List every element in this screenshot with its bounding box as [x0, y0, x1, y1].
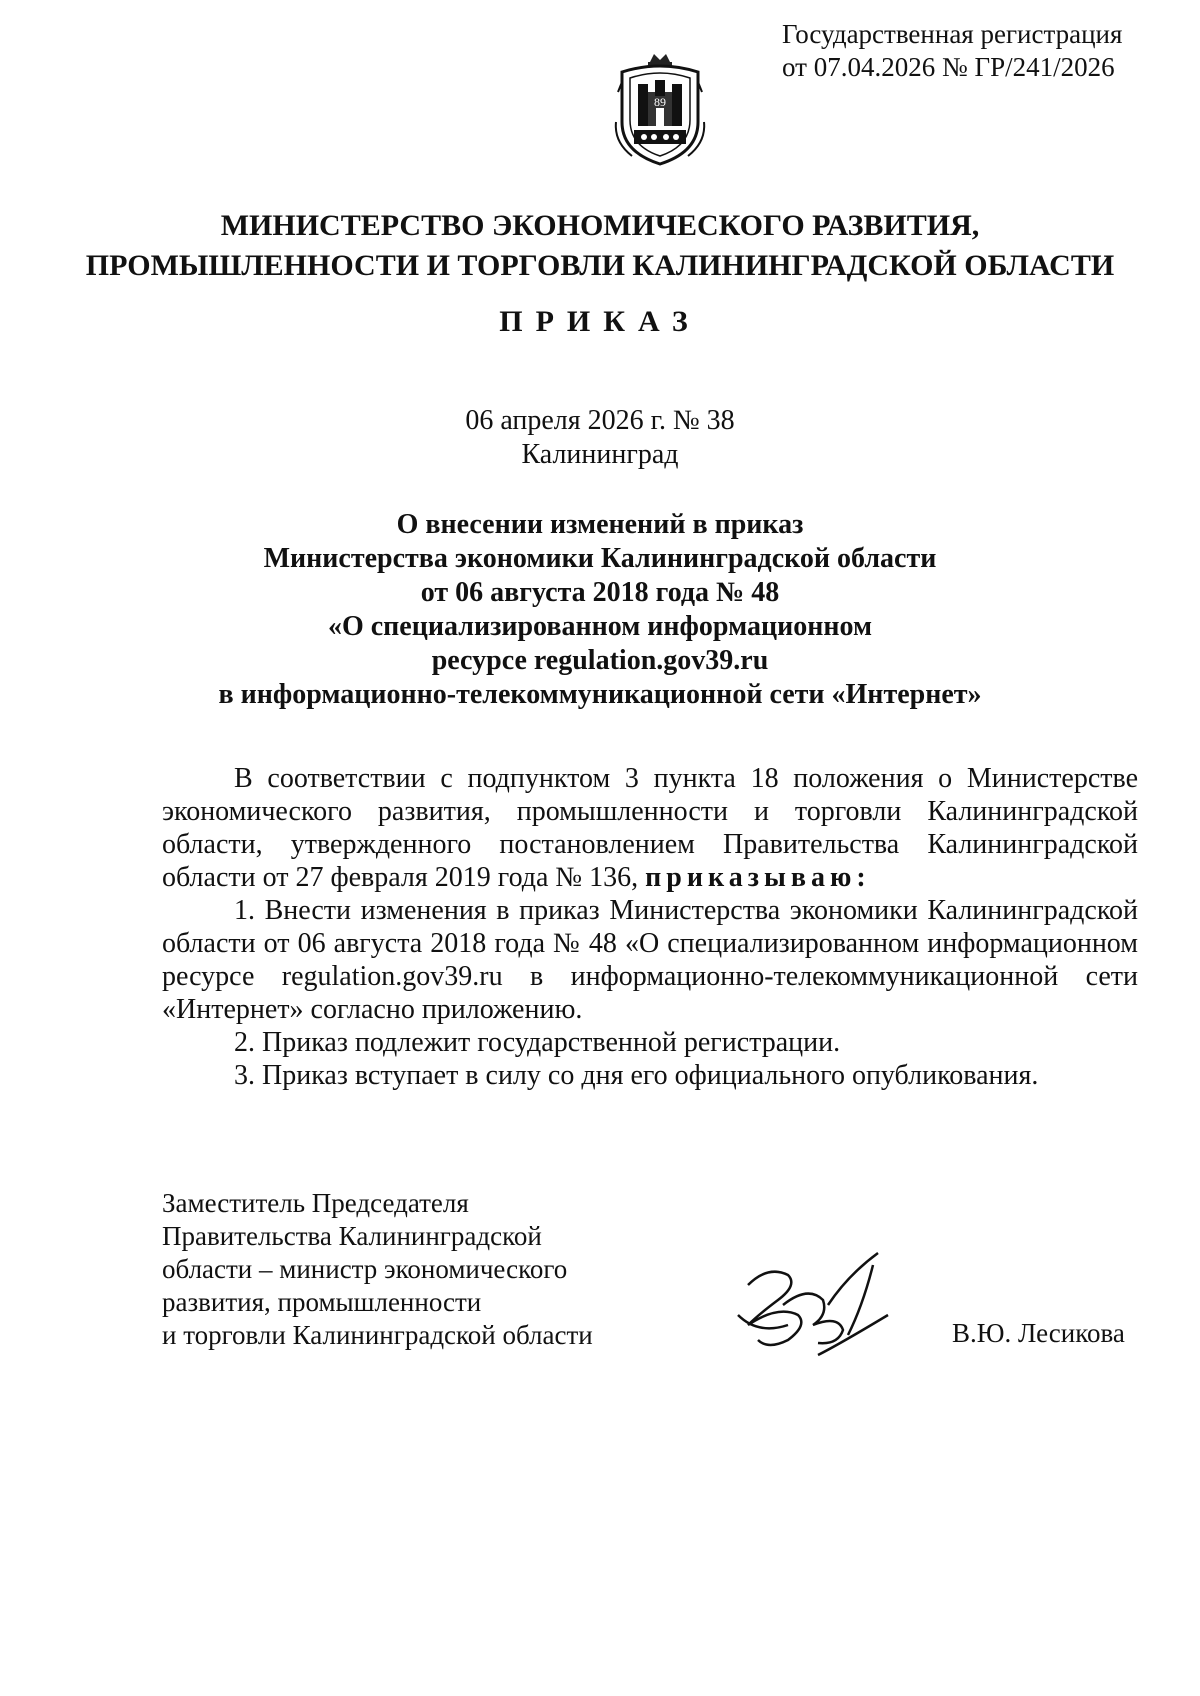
subject-line-6: в информационно-телекоммуникационной сети «Интернет»	[218, 679, 982, 710]
signer-line-2: Правительства Калининградской	[162, 1221, 542, 1251]
signer-line-5: и торговли Калининградской области	[162, 1320, 593, 1350]
signer-line-3: области – министр экономического	[162, 1254, 568, 1284]
signer-position	[162, 1187, 593, 1352]
preamble-paragraph	[162, 762, 1138, 894]
date-number: 06 апреля 2026 г. № 38	[465, 405, 735, 436]
order-subject	[130, 508, 1070, 712]
order-item-2: 2. Приказ подлежит государственной регистрации.	[234, 1027, 841, 1058]
subject-line-1: О внесении изменений в приказ	[396, 509, 804, 540]
coat-of-arms-emblem	[612, 52, 708, 168]
subject-line-3: от 06 августа 2018 года № 48	[420, 577, 780, 608]
order-item-1: 1. Внести изменения в приказ Министерства экономики Калининградской области от 06 августа 2018 года № 48 «О специализированном информационном ресурсе regulation.gov39.ru в информационно-телекоммуникационной сети «Интернет» согласно приложению.	[162, 895, 1138, 1025]
handwritten-signature	[728, 1245, 898, 1363]
subject-line-4: «О специализированном информационном	[327, 611, 873, 642]
signer-line-1: Заместитель Председателя	[162, 1188, 469, 1218]
order-word: приказываю:	[645, 862, 871, 893]
registration-line-2: от 07.04.2026 № ГР/241/2026	[782, 52, 1115, 82]
subject-line-5: ресурсе regulation.gov39.ru	[431, 645, 769, 676]
date-block	[0, 404, 1200, 472]
registration-line-1: Государственная регистрация	[782, 19, 1123, 49]
document-type: ПРИКАЗ	[499, 305, 701, 338]
city: Калининград	[521, 439, 679, 470]
ministry-line-2: ПРОМЫШЛЕННОСТИ И ТОРГОВЛИ КАЛИНИНГРАДСКОЙ ОБЛАСТИ	[85, 249, 1115, 282]
ministry-line-1: МИНИСТЕРСТВО ЭКОНОМИЧЕСКОГО РАЗВИТИЯ,	[220, 209, 980, 242]
svg-text:89: 89	[654, 95, 666, 109]
preamble-text: В соответствии с подпунктом 3 пункта 18 положения о Министерстве экономического развития, промышленности и торговли Калининградской области, утвержденного постановлением Правительства Калининградской области от 27 февраля 2019 года № 136,	[162, 763, 1138, 893]
signer-line-4: развития, промышленности	[162, 1287, 482, 1317]
registration-stamp	[782, 18, 1122, 84]
subject-line-2: Министерства экономики Калининградской области	[263, 543, 937, 574]
signer-name: В.Ю. Лесикова	[952, 1318, 1125, 1348]
order-item-3: 3. Приказ вступает в силу со дня его официального опубликования.	[234, 1060, 1039, 1091]
order-body	[162, 762, 1138, 1092]
ministry-header	[0, 206, 1200, 286]
